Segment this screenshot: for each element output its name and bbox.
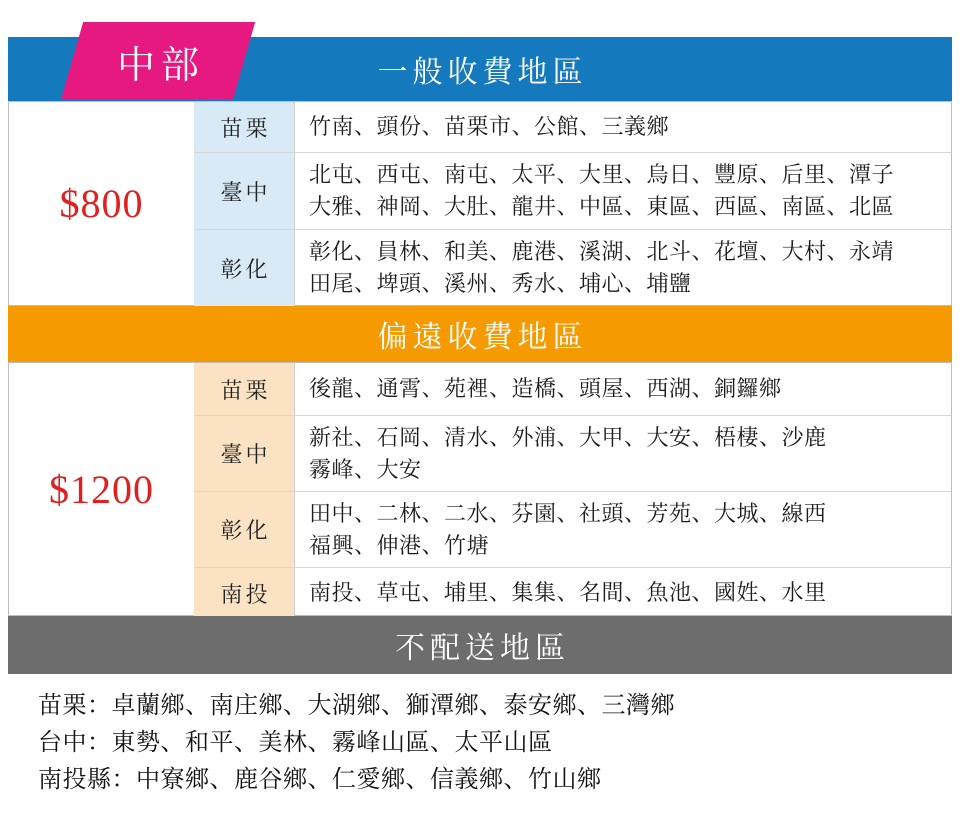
nodeliver-section-header: 不配送地區 xyxy=(8,616,952,674)
places-line: 竹南、頭份、苗栗市、公館、三義鄉 xyxy=(309,114,670,140)
table-row xyxy=(194,416,951,492)
general-section-header: 一般收費地區 xyxy=(8,37,952,101)
nodeliver-notes xyxy=(8,674,952,800)
region-places xyxy=(295,492,951,567)
remote-section-block xyxy=(8,362,952,616)
region-label: 苗栗 xyxy=(194,102,295,152)
places-line: 新社、石岡、清水、外浦、大甲、大安、梧棲、沙鹿 xyxy=(309,424,827,450)
ribbon-label: 中部 xyxy=(116,44,205,87)
places-line: 後龍、通霄、苑裡、造橋、頭屋、西湖、銅鑼鄉 xyxy=(309,376,782,402)
region-places xyxy=(295,416,951,491)
region-label: 臺中 xyxy=(194,153,295,229)
table-row xyxy=(194,230,951,306)
region-label: 臺中 xyxy=(194,416,295,491)
region-places xyxy=(295,102,951,152)
remote-rows xyxy=(194,363,951,615)
region-places xyxy=(295,363,951,415)
note-line: 苗栗：卓蘭鄉、南庄鄉、大湖鄉、獅潭鄉、泰安鄉、三灣鄉 xyxy=(38,693,675,719)
region-places xyxy=(295,153,951,229)
places-line: 大雅、神岡、大肚、龍井、中區、東區、西區、南區、北區 xyxy=(309,194,895,219)
general-price: $800 xyxy=(59,181,144,226)
region-places xyxy=(295,568,951,618)
region-places xyxy=(295,230,951,306)
note-line: 南投縣：中寮鄉、鹿谷鄉、仁愛鄉、信義鄉、竹山鄉 xyxy=(38,767,602,794)
places-line: 彰化、員林、和美、鹿港、溪湖、北斗、花壇、大村、永靖 xyxy=(309,239,895,265)
table-row xyxy=(194,492,951,568)
region-label: 彰化 xyxy=(194,492,295,567)
region-label: 彰化 xyxy=(194,230,295,306)
note-line: 台中：東勢、和平、美林、霧峰山區、太平山區 xyxy=(38,730,553,757)
places-line: 南投、草屯、埔里、集集、名間、魚池、國姓、水里 xyxy=(309,580,827,606)
places-line: 田尾、埤頭、溪州、秀水、埔心、埔鹽 xyxy=(309,271,692,296)
table-row xyxy=(194,363,951,416)
places-line: 霧峰、大安 xyxy=(309,456,422,482)
region-label: 苗栗 xyxy=(194,363,295,415)
table-row xyxy=(194,568,951,618)
places-line: 福興、伸港、竹塘 xyxy=(309,532,490,558)
table-row xyxy=(194,153,951,230)
general-section-block xyxy=(8,101,952,306)
remote-price: $1200 xyxy=(49,466,154,512)
places-line: 田中、二林、二水、芬園、社頭、芳苑、大城、線西 xyxy=(309,500,827,526)
places-line: 北屯、西屯、南屯、太平、大里、烏日、豐原、后里、潭子 xyxy=(309,162,895,188)
table-row xyxy=(194,102,951,153)
region-label: 南投 xyxy=(194,568,295,618)
general-rows xyxy=(194,102,951,305)
remote-section-header: 偏遠收費地區 xyxy=(8,306,952,362)
